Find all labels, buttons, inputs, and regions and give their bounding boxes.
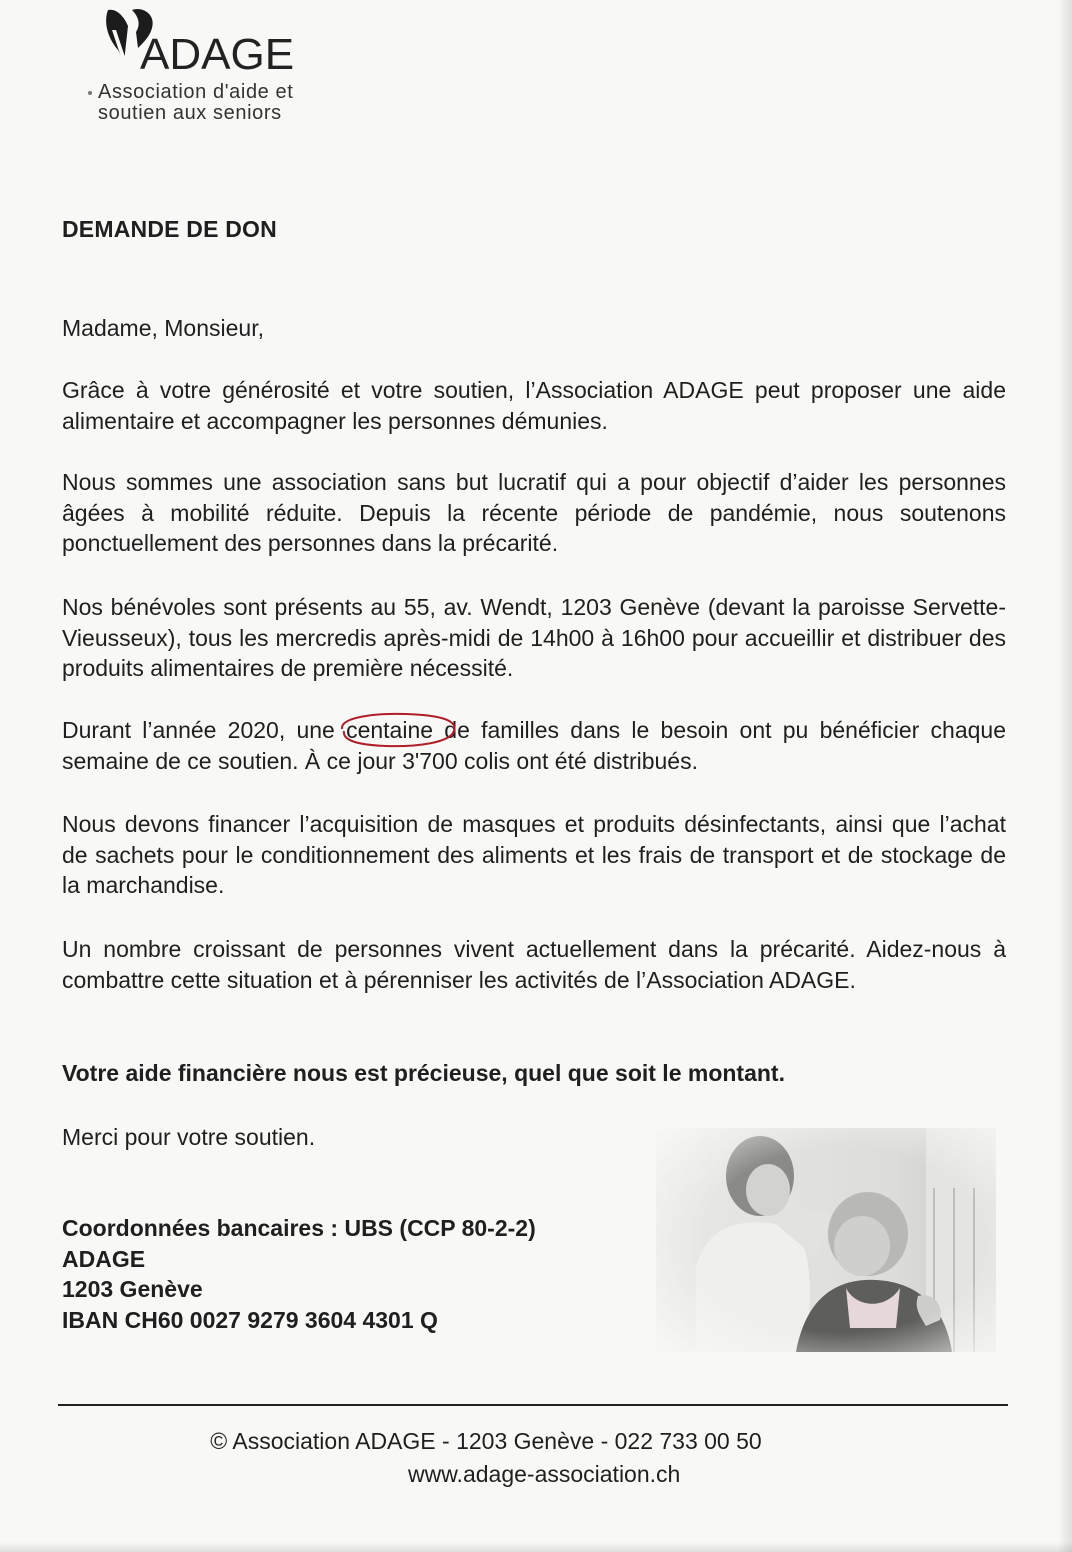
bank-line-3: 1203 Genève [62,1276,203,1302]
footer-website: www.adage-association.ch [408,1461,681,1487]
paragraph-4-end: de familles dans le besoin ont pu bénéficier chaque semaine de ce soutien. À ce jour 3'700 colis ont été distribués. [62,717,1006,774]
scan-edge-right [1058,0,1072,1552]
paragraph-1: Grâce à votre générosité et votre soutien, l’Association ADAGE peut proposer une aide alimentaire et accompagner les personnes démunies. [62,377,1006,434]
logo-tagline-line2: soutien aux seniors [98,102,282,124]
logo-wordmark: ADAGE [140,30,295,79]
paragraph-4-start: Durant l’année 2020, une [62,717,347,743]
paragraph-2: Nous sommes une association sans but lucratif qui a pour objectif d’aider les personnes âgées à mobilité réduite. Depuis la récente période de pandémie, nous soutenons ponctuellement des personnes dans la précarité. [62,469,1006,556]
logo-tagline-line1: Association d'aide et [98,81,294,103]
footer-contact: © Association ADAGE - 1203 Genève - 022 733 00 50 [210,1428,762,1454]
salutation: Madame, Monsieur, [62,315,264,341]
paragraph-7-emphasis: Votre aide financière nous est précieuse, quel que soit le montant. [62,1060,785,1086]
logo-tagline [98,82,293,124]
adage-logo [88,6,348,126]
caregiver-senior-photo [656,1128,996,1352]
logo-dot [88,91,92,95]
paragraph-5: Nous devons financer l’acquisition de masques et produits désinfectants, ainsi que l’achat de sachets pour le conditionnement des aliments et les frais de transport et de stockage de la marchandise. [62,811,1006,898]
scan-edge-bottom [0,1542,1072,1552]
bank-line-4: IBAN CH60 0027 9279 3604 4301 Q [62,1306,438,1333]
footer-divider [58,1404,1008,1406]
paragraph-6: Un nombre croissant de personnes vivent actuellement dans la précarité. Aidez-nous à combattre cette situation et à pérenniser les activités de l’Association ADAGE. [62,936,1006,993]
circled-word [346,715,433,746]
bank-details [62,1213,536,1335]
closing-thanks: Merci pour votre soutien. [62,1124,316,1150]
paragraph-3: Nos bénévoles sont présents au 55, av. Wendt, 1203 Genève (devant la paroisse Servette-Vieusseux), tous les mercredis après-midi de 14h00 à 16h00 pour accueillir et distribuer des produits alimentaires de première nécessité. [62,594,1006,681]
bank-line-2: ADAGE [62,1245,146,1272]
photo-illustration [656,1128,996,1352]
bank-line-1: Coordonnées bancaires : UBS (CCP 80-2-2) [62,1215,536,1241]
circled-word-text: centaine [346,717,434,743]
letter-title: DEMANDE DE DON [62,216,277,242]
paragraph-4 [62,715,1006,776]
